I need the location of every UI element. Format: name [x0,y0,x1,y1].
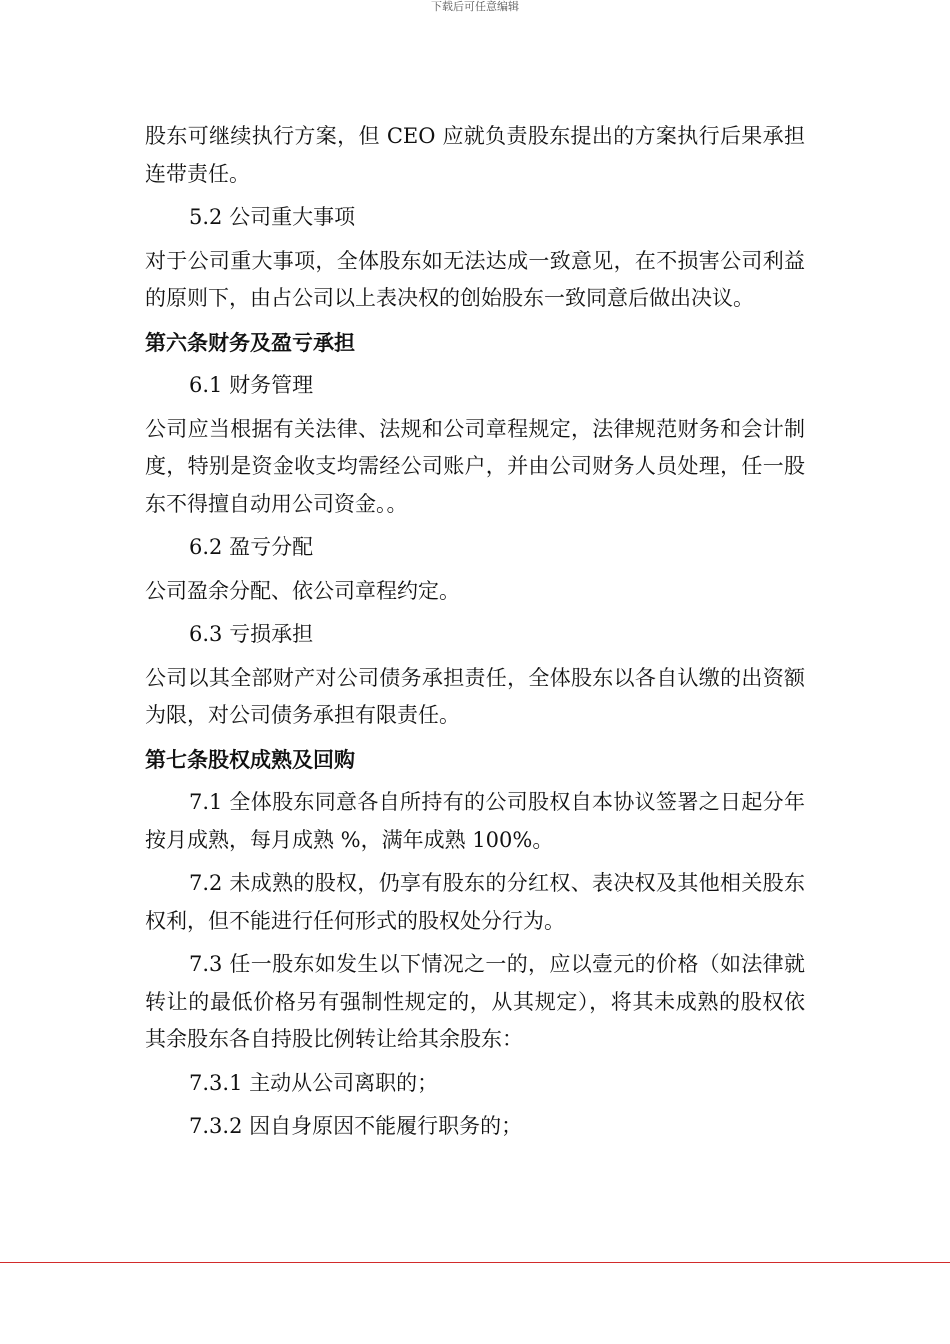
paragraph-financial-management: 公司应当根据有关法律、法规和公司章程规定，法律规范财务和会计制度，特别是资金收支均需经公司账户，并由公司财务人员处理，任一股东不得擅自动用公司资金。。 [145,416,805,516]
header-note: 下载后可任意编辑 [431,0,519,13]
section-6-3-title: 6.3 亏损承担 [189,622,314,646]
paragraph-loss-bearing: 公司以其全部财产对公司债务承担责任，全体股东以各自认缴的出资额为限，对公司债务承担有限责任。 [145,665,805,727]
paragraph-ceo-liability: 股东可继续执行方案，但 CEO 应就负责股东提出的方案执行后果承担连带责任。 [145,124,805,186]
footer-rule [0,1262,950,1263]
article-6-heading: 第六条财务及盈亏承担 [145,329,355,355]
document-body [145,118,805,1152]
section-5-2-title: 5.2 公司重大事项 [189,205,356,229]
section-7-2: 7.2 未成熟的股权，仍享有股东的分红权、表决权及其他相关股东权利，但不能进行任何形式的股权处分行为。 [145,871,805,933]
section-6-1-title: 6.1 财务管理 [189,373,314,397]
section-7-3: 7.3 任一股东如发生以下情况之一的，应以壹元的价格（如法律就转让的最低价格另有强制性规定的，从其规定），将其未成熟的股权依其余股东各自持股比例转让给其余股东： [145,952,805,1051]
section-6-2-title: 6.2 盈亏分配 [189,535,314,559]
paragraph-profit-distribution: 公司盈余分配、依公司章程约定。 [145,578,460,603]
section-7-3-1: 7.3.1 主动从公司离职的； [189,1070,439,1095]
section-7-3-2: 7.3.2 因自身原因不能履行职务的； [189,1114,523,1138]
section-7-1: 7.1 全体股东同意各自所持有的公司股权自本协议签署之日起分年按月成熟，每月成熟 %，满年成熟 100%。 [145,790,805,852]
paragraph-major-matters: 对于公司重大事项，全体股东如无法达成一致意见，在不损害公司利益的原则下，由占公司以上表决权的创始股东一致同意后做出决议。 [145,248,805,310]
article-7-heading: 第七条股权成熟及回购 [145,746,355,772]
